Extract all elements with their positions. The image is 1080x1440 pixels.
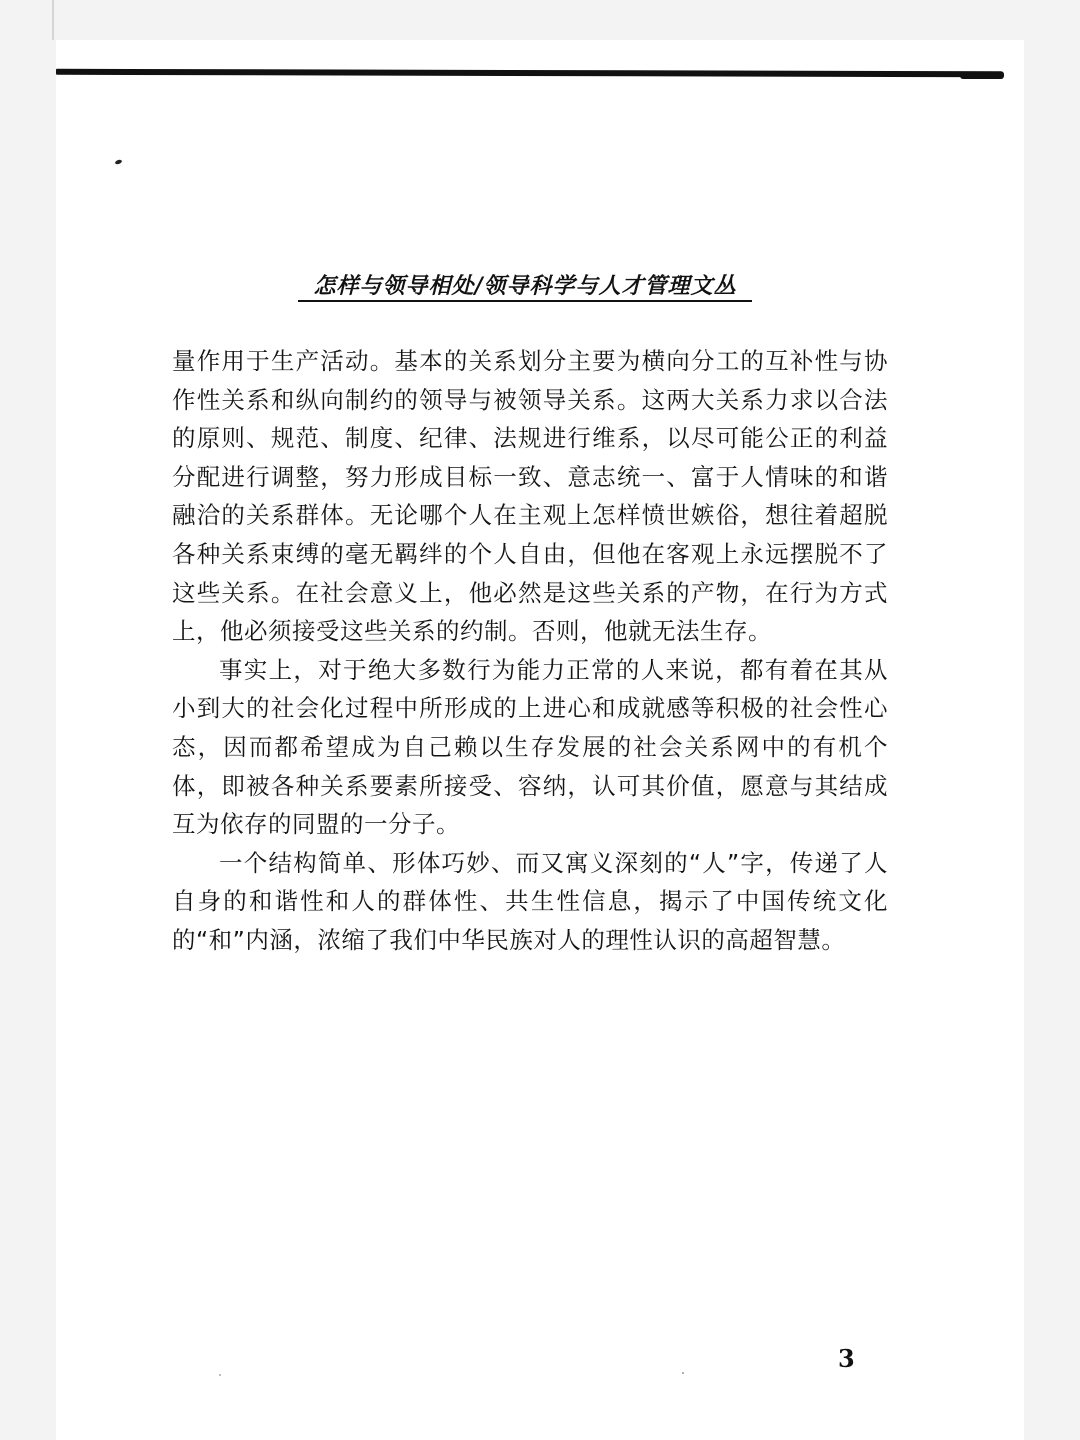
paragraph-2: 事实上，对于绝大多数行为能力正常的人来说，都有着在其从小到大的社会化过程中所形成的上进心和成就感等积极的社会性心态，因而都希望成为自己赖以生存发展的社会关系网中的有机个体，即被各种关系要素所接受、容纳，认可其价值，愿意与其结成互为依存的同盟的一分子。 [172,655,888,839]
paragraph-1: 量作用于生产活动。基本的关系划分主要为横向分工的互补性与协作性关系和纵向制约的领导与被领导关系。这两大关系力求以合法的原则、规范、制度、纪律、法规进行维系，以尽可能公正的利益分配进行调整，努力形成目标一致、意志统一、富于人情味的和谐融洽的关系群体。无论哪个人在主观上怎样愤世嫉俗，想往着超脱各种关系束缚的毫无羁绊的个人自由，但他在客观上永远摆脱不了这些关系。在社会意义上，他必然是这些关系的产物，在行为方式上，他必须接受这些关系的约制。否则，他就无法生存。 [172,347,888,646]
scan-speck [682,1372,684,1374]
top-margin-strip [0,0,1080,40]
running-head-rule [298,300,752,302]
scan-speck [219,1374,221,1376]
scan-edge-shadow-tail [960,72,1004,79]
paragraph-3: 一个结构简单、形体巧妙、而又寓义深刻的“人”字，传递了人自身的和谐性和人的群体性、共生性信息，揭示了中国传统文化的“和”内涵，浓缩了我们中华民族对人的理性认识的高超智慧。 [172,848,888,954]
running-head: 怎样与领导相处/领导科学与人才管理文丛 [313,273,737,299]
body-text [172,342,888,960]
page-number: 3 [838,1344,855,1373]
binding-line [52,0,54,40]
